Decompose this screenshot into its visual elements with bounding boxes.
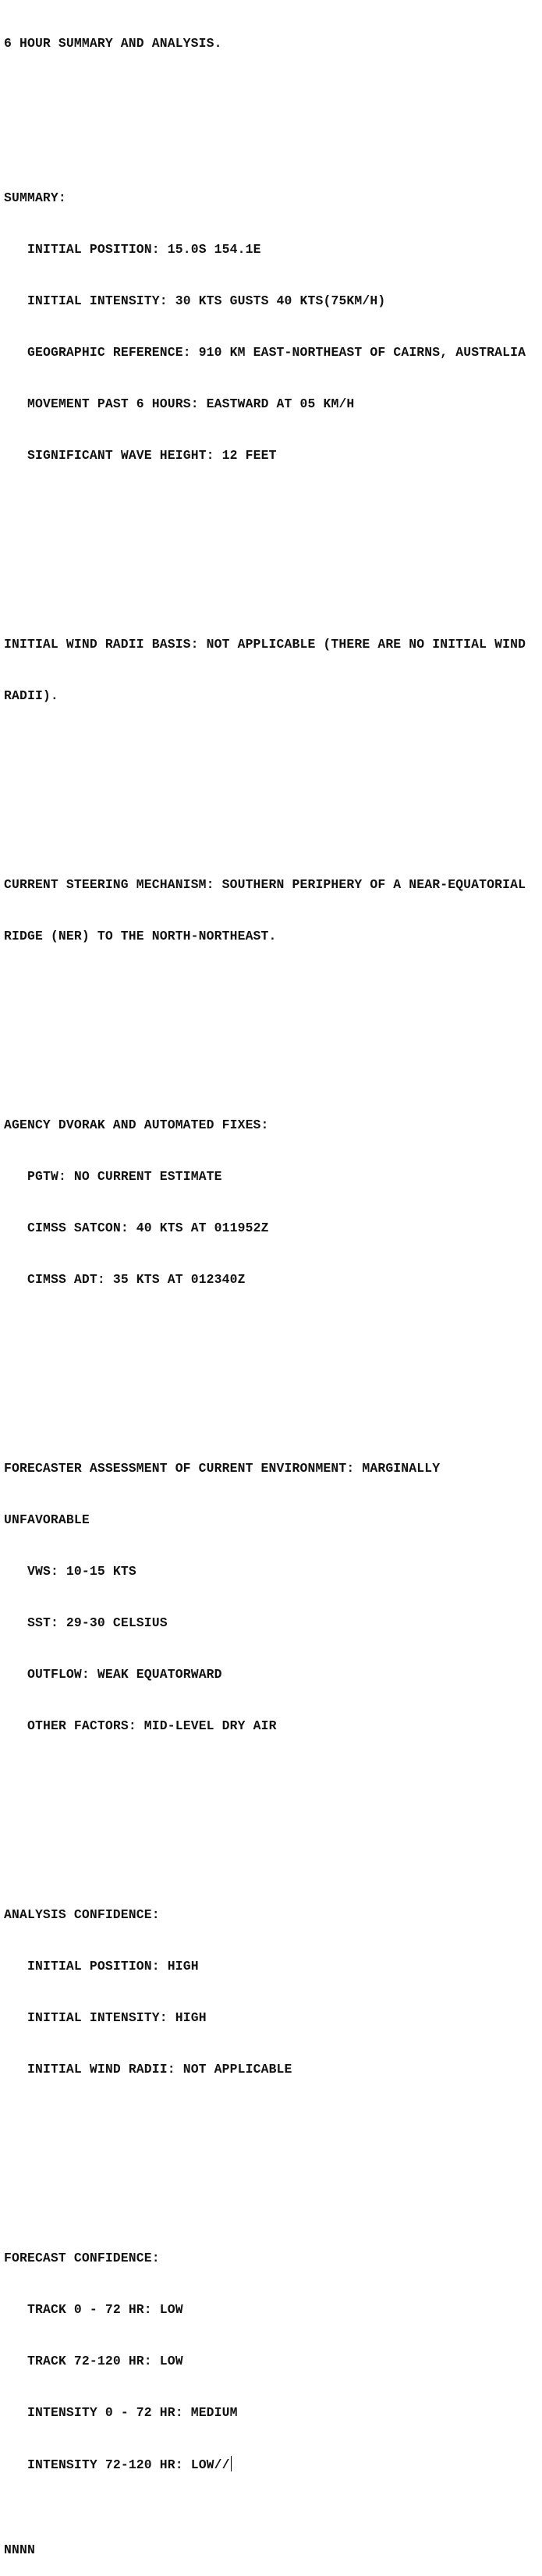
initial-position: INITIAL POSITION: 15.0S 154.1E [27, 242, 261, 257]
steering-section [4, 842, 526, 979]
track-72-120: TRACK 72-120 HR: LOW [27, 2354, 183, 2368]
environment-line-2: UNFAVORABLE [4, 1512, 90, 1527]
intensity-0-72: INTENSITY 0 - 72 HR: MEDIUM [27, 2405, 238, 2420]
analysis-initial-intensity: INITIAL INTENSITY: HIGH [27, 2010, 207, 2025]
environment-section [4, 1426, 526, 1769]
fix-cimss-satcon: CIMSS SATCON: 40 KTS AT 011952Z [27, 1220, 269, 1235]
wind-radii-line-1: INITIAL WIND RADII BASIS: NOT APPLICABLE (THERE ARE NO INITIAL WIND [4, 637, 526, 652]
initial-intensity: INITIAL INTENSITY: 30 KTS GUSTS 40 KTS(75KM/H) [27, 293, 386, 308]
steering-line-1: CURRENT STEERING MECHANISM: SOUTHERN PERIPHERY OF A NEAR-EQUATORIAL [4, 877, 526, 892]
analysis-initial-position: INITIAL POSITION: HIGH [27, 1959, 199, 1974]
analysis-initial-wind-radii: INITIAL WIND RADII: NOT APPLICABLE [27, 2062, 292, 2077]
intensity-72-120: INTENSITY 72-120 HR: LOW// [27, 2457, 230, 2472]
summary-heading: SUMMARY: [4, 190, 66, 205]
fixes-section [4, 1082, 526, 1323]
blank-line [4, 2147, 526, 2164]
forecast-confidence-section [4, 2215, 526, 2507]
analysis-confidence-heading: ANALYSIS CONFIDENCE: [4, 1907, 160, 1922]
bulletin-document[interactable] [4, 1, 526, 2576]
movement-past-6-hours: MOVEMENT PAST 6 HOURS: EASTWARD AT 05 KM/H [27, 396, 355, 411]
blank-line [4, 1357, 526, 1374]
blank-line [4, 773, 526, 791]
blank-line [4, 1803, 526, 1821]
analysis-confidence-section [4, 1872, 526, 2112]
summary-section [4, 155, 526, 499]
steering-line-2: RIDGE (NER) TO THE NORTH-NORTHEAST. [4, 929, 277, 943]
fix-cimss-adt: CIMSS ADT: 35 KTS AT 012340Z [27, 1272, 246, 1287]
significant-wave-height: SIGNIFICANT WAVE HEIGHT: 12 FEET [27, 448, 277, 463]
forecast-confidence-heading: FORECAST CONFIDENCE: [4, 2251, 160, 2265]
end-marker: NNNN [4, 2542, 35, 2557]
blank-line [4, 533, 526, 550]
fix-pgtw: PGTW: NO CURRENT ESTIMATE [27, 1169, 222, 1184]
env-sst: SST: 29-30 CELSIUS [27, 1615, 168, 1630]
intensity-72-120-line [4, 2456, 526, 2473]
fixes-heading: AGENCY DVORAK AND AUTOMATED FIXES: [4, 1117, 269, 1132]
document-title: 6 HOUR SUMMARY AND ANALYSIS. [4, 36, 222, 51]
env-other-factors: OTHER FACTORS: MID-LEVEL DRY AIR [27, 1718, 277, 1733]
text-cursor [231, 2456, 232, 2471]
geographic-reference: GEOGRAPHIC REFERENCE: 910 KM EAST-NORTHEAST OF CAIRNS, AUSTRALIA [27, 345, 526, 360]
wind-radii-line-2: RADII). [4, 688, 58, 703]
wind-radii-section [4, 602, 526, 739]
environment-line-1: FORECASTER ASSESSMENT OF CURRENT ENVIRONMENT: MARGINALLY [4, 1461, 441, 1476]
blank-line [4, 87, 526, 104]
env-vws: VWS: 10-15 KTS [27, 1564, 136, 1579]
env-outflow: OUTFLOW: WEAK EQUATORWARD [27, 1667, 222, 1682]
track-0-72: TRACK 0 - 72 HR: LOW [27, 2302, 183, 2317]
blank-line [4, 1014, 526, 1031]
